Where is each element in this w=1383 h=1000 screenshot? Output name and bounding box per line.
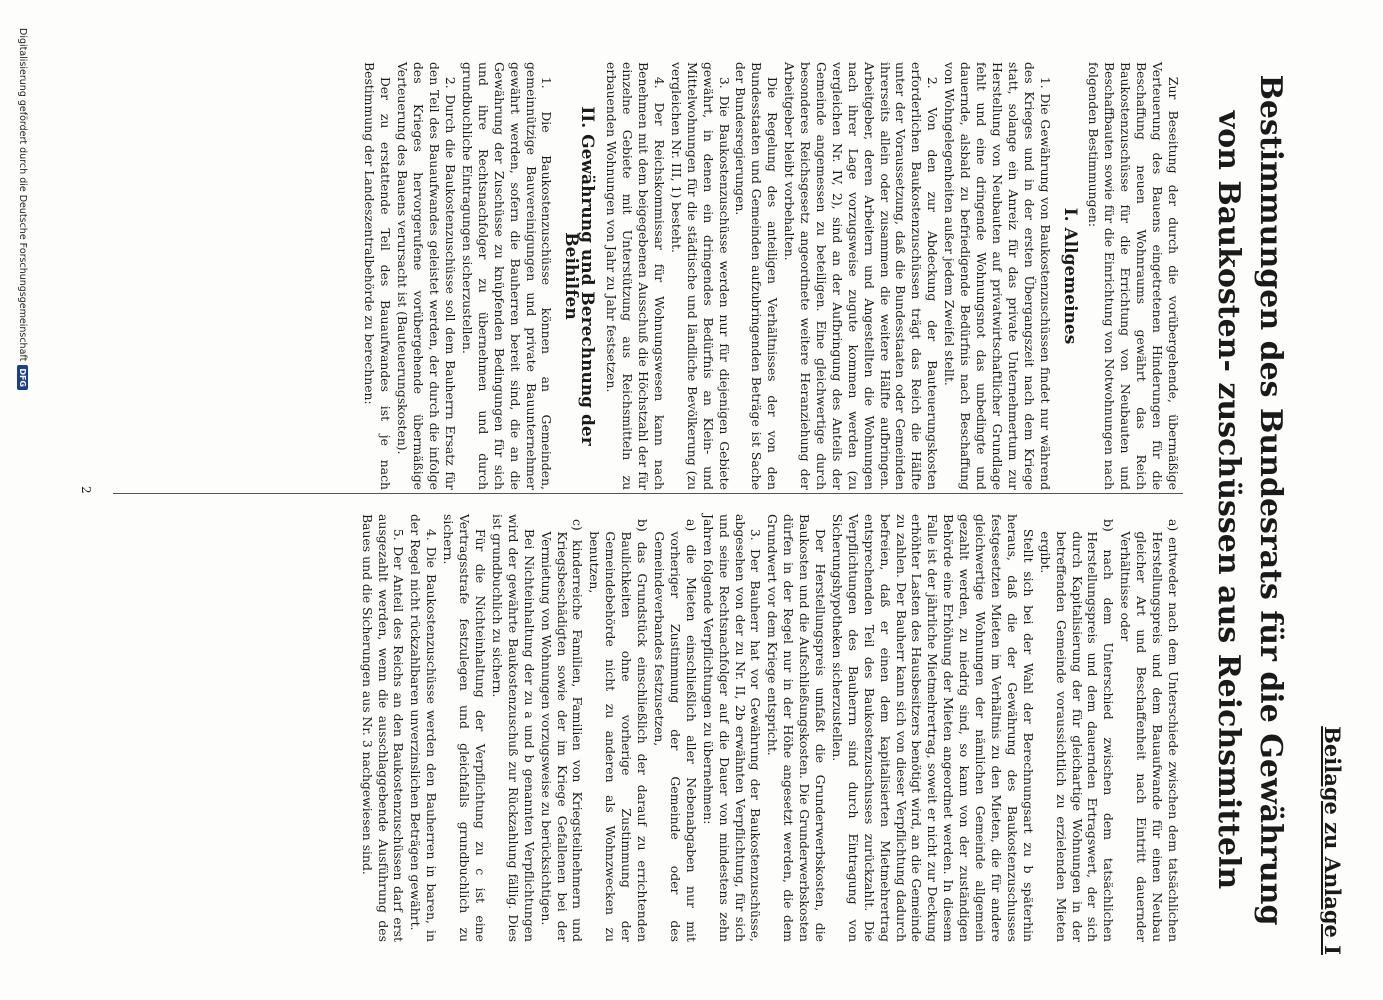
- list-item: a) entweder nach dem Unterschiede zwischen dem tatsächlichen Herstellungspreis und dem Bauaufwande für einen Neubau gleicher Art und Beschaffenheit nach Eintritt dauernder Verhältnisse oder: [1118, 518, 1181, 942]
- paragraph: 2. Von den zur Abdeckung der Bauteuerungskosten erforderlichen Baukostenzuschüssen trägt das Reich die Hälfte unter der Voraussetzung, daß die Bundesstaaten oder Gemeinden ihrerseits allein oder zusammen die weitere Hälfte aufbringen. Arbeitgeber, deren Arbeitern und Angestellten die Wohnungen nach ihrer Lage vorzugsweise zugute kommen werden (zu vergleichen Nr. IV, 2), sind an der Aufbringung des Anteils der Gemeinde angemessen zu beteiligen. Eine gleichwertige durch besonderes Reichsgesetz angeordnete weitere Heranziehung der Arbeitgeber bleibt vorbehalten.: [782, 62, 941, 490]
- left-column: [361, 62, 1181, 490]
- list-item: b) nach dem Unterschied zwischen dem tatsächlichen Herstellungspreis und dem dauernden Ertragswert, der sich durch Kapitalisierung der für gleichartige Wohnungen in der betreffenden Gemeinde voraussichtlich zu erzielenden Mieten ergibt.: [1037, 518, 1117, 942]
- section-heading-gewaehrung: II. Gewährung und Berechnung der Beihilfen: [561, 106, 598, 446]
- list-item: a) die Mieten einschließlich aller Nebenabgaben nur mit vorheriger Zustimmung der Gemeinde oder des Gemeindeverbandes festzusetzen,: [652, 518, 699, 942]
- paragraph: Stellt sich bei der Wahl der Berechnungsart zu b späterhin heraus, daß die der Gewährung des Baukostenzuschusses festgesetzten Mieten im Verhältnis zu den Mieten, die für andere gleichwertige Wohnungen der nämlichen Gemeinde allgemein gezahlt werden, zu niedrig sind, so kann von der zuständigen Behörde eine Erhöhung der Mieten angeordnet werden. In diesem Falle ist der jährliche Mietmehrertrag, soweit er nicht zur Deckung erhöhter Lasten des Hausbesitzers benötigt wird, an die Gemeinde zu zahlen. Der Bauherr kann sich von dieser Verpflichtung dadurch befreien, daß er einen dem kapitalisierten Mietmehrertrag entsprechenden Teil des Baukostenzuschusses zurückzahlt. Die Verpflichtungen des Bauherrn sind durch Eintragung von Sicherungshypotheken sicherzustellen.: [829, 514, 1036, 942]
- paragraph: 3. Der Bauherr hat vor Gewährung der Baukostenzuschüsse, abgesehen von der zu Nr. II, 2b erwähnten Verpflichtung, für sich und seine Rechtsnachfolger auf die Dauer von mindestens zehn Jahren folgende Verpflichtungen zu übernehmen:: [700, 514, 764, 942]
- right-column: [358, 514, 1181, 942]
- paragraph: 3. Die Baukostenzuschüsse werden nur für diejenigen Gebiete gewährt, in denen ein dringendes Bedürfnis an Klein- und Mittelwohnungen für die städtische und ländliche Bevölkerung (zu vergleichen Nr. III, 1) besteht.: [668, 62, 732, 490]
- paragraph: Der Herstellungspreis umfaßt die Grunderwerbskosten, die Baukosten und die Aufschließungskosten. Die Grunderwerbskosten dürfen in der Regel nur in der Höhe angesetzt werden, die dem Grundwert vor dem Kriege entspricht.: [765, 514, 829, 942]
- dfg-logo: DFG: [17, 365, 28, 390]
- paragraph: 1. Die Gewährung von Baukostenzuschüssen findet nur während des Krieges und in der ersten Übergangszeit nach dem Kriege statt, solange ein Anreiz für das private Unternehmertum zur Herstellung von Neubauten auf privatwirtschaftlicher Grundlage fehlt und eine dringende Wohnungsnot das unbedingte und dauernde, alsbald zu befriedigende Bedürfnis nach Beschaffung von Wohngelegenheiten außer jedem Zweifel stellt.: [942, 62, 1053, 490]
- intro-paragraph: Zur Beseitung der durch die vorübergehende, übermäßige Verteuerung des Bauens eingetretenen Hinderungen für die Beschaffung neuen Wohnraums gewährt das Reich Baukostenzuschüsse für die Errichtung von Neubauten und Beschaffbauten sowie für die Einrichtung von Notwohnungen nach folgenden Bestimmungen:: [1086, 62, 1181, 490]
- list-item: c) kinderreiche Familien, Familien von Kriegsteilnehmern und Kriegsbeschädigten sowie der im Kriege Gefallenen bei der Vermietung von Wohnungen vorzugsweise zu berücksichtigen.: [538, 518, 586, 942]
- paragraph: Bei Nichteinhaltung der zu a und b genannten Verpflichtungen wird der gewährte Baukostenzuschuß zur Rückzahlung fällig. Dies ist grundbuchlich zu sichern.: [489, 514, 537, 942]
- header-label: Beilage zu Anlage I: [1320, 726, 1345, 955]
- page-number: 2: [79, 486, 93, 494]
- list-item: b) das Grundstück einschließlich der darauf zu errichtenden Baulichkeiten ohne vorherige Zustimmung der Gemeindebehörde nicht zu anderen als Wohnzwecken zu benutzen,: [587, 518, 651, 942]
- footer-text: Digitalisierung gefördert durch die Deutsche Forschungsgemeinschaft: [17, 28, 28, 362]
- section-heading-allgemeines: I. Allgemeines: [1059, 207, 1080, 345]
- document-title: Bestimmungen des Bundesrats für die Gewährung von Baukosten- zuschüssen aus Reichsmitteln: [1211, 74, 1288, 926]
- digitization-footer: [17, 28, 28, 390]
- paragraph: 5. Der Anteil des Reichs an den Baukostenzuschüssen darf erst ausgezahlt werden, wenn die ausschlaggebende Ausführung des Baues und die Sicherungen aus Nr. 3 nachgewiesen sind.: [359, 514, 407, 942]
- column-divider: [113, 493, 1183, 494]
- paragraph: 1. Die Baukostenzuschüsse können an Gemeinden, gemeinnützige Bauvereinigungen und private Bauunternehmer gewährt werden, sofern die Bauherren bereit sind, die an die Gewährung der Zuschüsse zu knüpfenden Bedingungen für sich und ihre Rechtsnachfolger zu übernehmen und durch grundbuchliche Eintragungen sicherzustellen.: [459, 62, 555, 490]
- paragraph: 2. Durch die Baukostenzuschüsse soll dem Bauherrn Ersatz für den Teil des Bauaufwandes geleistet werden, der durch die infolge des Krieges hervorgerufene vorübergehende übermäßige Verteuerung des Bauens verursacht ist (Bauteuerungskosten).: [395, 62, 459, 490]
- paragraph: Die Regelung des anteiligen Verhältnisses der von den Bundesstaaten und Gemeinden aufzubringenden Beträge ist Sache der Bundesregierungen.: [733, 62, 781, 490]
- paragraph: Für die Nichteinhaltung der Verpflichtung zu c ist eine Vertragsstrafe festzulegen und gleichfalls grundbuchlich zu sichern.: [441, 514, 489, 942]
- paragraph: 4. Die Baukostenzuschüsse werden den Bauherren in baren, in der Regel nicht rückzahlbaren unverzinslichen Beträgen gewährt.: [408, 514, 440, 942]
- paragraph: Der zu erstattende Teil des Bauaufwandes ist je nach Bestimmung der Landeszentralbehörde zu berechnen:: [362, 62, 394, 490]
- paragraph: 4. Der Reichskommissar für Wohnungswesen kann nach Benehmen mit dem beigegebenen Ausschuß die Höchstzahl der für einzelne Gebiete mit Unterstützung aus Reichsmitteln zu erbauenden Wohnungen von Jahr zu Jahr festsetzen.: [604, 62, 667, 490]
